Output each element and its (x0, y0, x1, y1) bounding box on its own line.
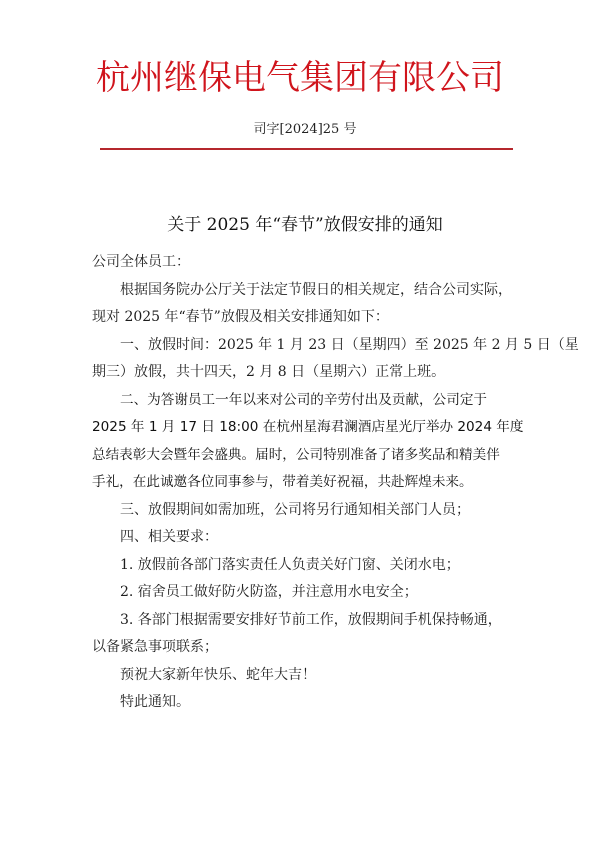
requirement-item-1: 1. 放假前各部门落实责任人负责关好门窗、关闭水电； (120, 556, 460, 573)
intro-line-1: 根据国务院办公厅关于法定节假日的相关规定，结合公司实际， (120, 281, 512, 298)
section-3: 三、放假期间如需加班，公司将另行通知相关部门人员； (120, 501, 470, 518)
requirement-item-2: 2. 宿舍员工做好防火防盗，并注意用水电安全； (120, 584, 418, 600)
salutation: 公司全体员工： (92, 254, 190, 270)
notice-body (92, 249, 579, 717)
document-number: 司字[2024]25 号 (253, 122, 357, 137)
section-2-line-1: 二、为答谢员工一年以来对公司的辛劳付出及贡献，公司定于 (120, 391, 488, 408)
requirement-item-3: 3. 各部门根据需要安排好节前工作，放假期间手机保持畅通， (120, 611, 502, 628)
company-letterhead-title: 杭州继保电气集团有限公司 (96, 58, 504, 98)
new-year-greeting: 预祝大家新年快乐、蛇年大吉！ (120, 666, 316, 683)
requirement-item-3-continuation: 以备紧急事项联系； (92, 639, 218, 655)
letterhead-red-divider (100, 148, 513, 150)
closing-line: 特此通知。 (120, 694, 190, 710)
section-2-line-4: 手礼，在此诚邀各位同事参与，带着美好祝福，共赴辉煌未来。 (92, 474, 473, 490)
section-1-line-2: 期三）放假，共十四天，2 月 8 日（星期六）正常上班。 (92, 364, 446, 380)
section-1-line-1: 一、放假时间：2025 年 1 月 23 日（星期四）至 2025 年 2 月 5 日（星 (120, 336, 579, 353)
section-4-heading: 四、相关要求： (120, 529, 218, 545)
notice-title: 关于 2025 年“春节”放假安排的通知 (167, 215, 443, 235)
section-2-line-2: 2025 年 1 月 17 日 18:00 在杭州星海君澜酒店星光厅举办 2024 年度 (92, 419, 524, 435)
intro-line-2: 现对 2025 年“春节”放假及相关安排通知如下： (92, 309, 389, 325)
section-2-line-3: 总结表彰大会暨年会盛典。届时，公司特别准备了诸多奖品和精美伴 (92, 446, 500, 463)
